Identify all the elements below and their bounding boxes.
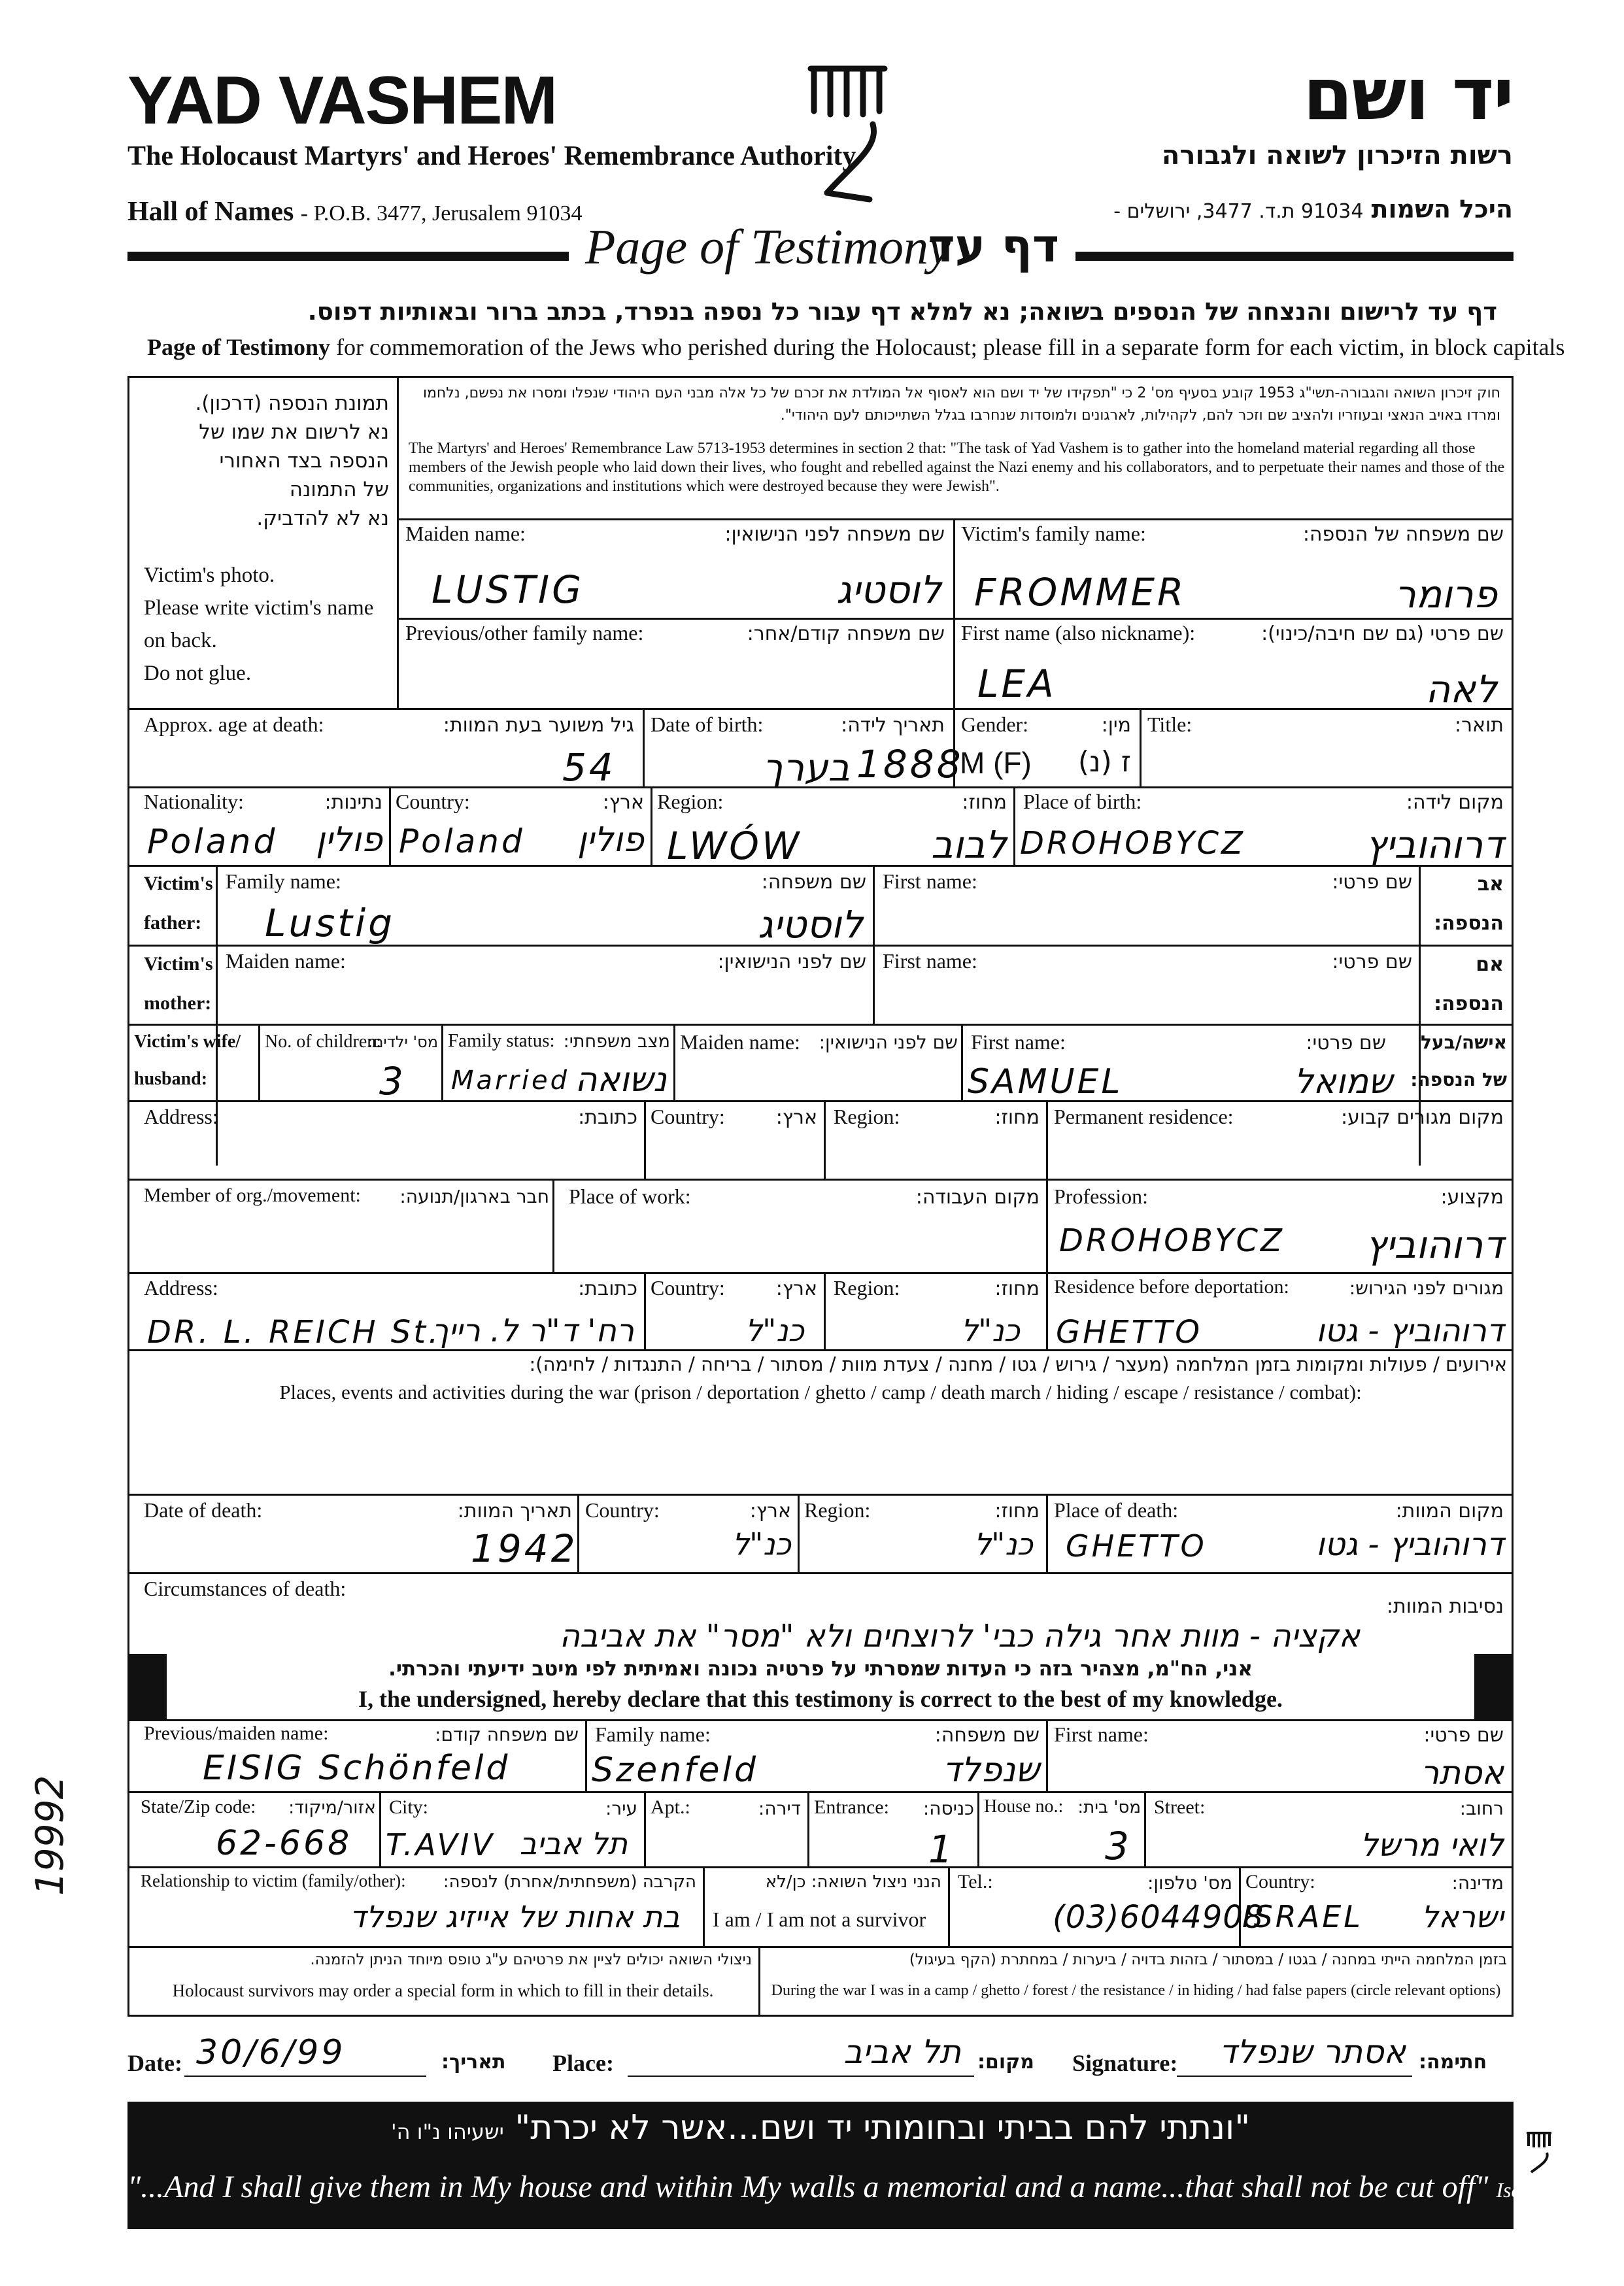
first-name-label-he: שם פרטי (גם שם חיבה/כינוי): [1261, 622, 1504, 645]
address2-value-he[interactable]: רח' ד"ר ל. רייך [431, 1313, 634, 1349]
country-label-he: ארץ: [602, 791, 644, 814]
gender-value[interactable]: M (F) [960, 746, 1032, 780]
dod-country-value[interactable]: כנ"ל [732, 1526, 791, 1562]
pob-value-he[interactable]: דרוהוביץ [1365, 822, 1504, 867]
first-name-value-he[interactable]: לאה [1425, 667, 1497, 711]
address2-country-value[interactable]: כנ"ל [745, 1313, 804, 1348]
country2-label: Country: [1245, 1871, 1315, 1892]
profession-label: Profession: [1054, 1185, 1148, 1208]
dob-label: Date of birth: [651, 713, 764, 736]
place-death-value-he[interactable]: דרוהוביץ - גטו [1315, 1526, 1504, 1563]
address-region-label: Region: [834, 1105, 900, 1128]
profession-value[interactable]: DROHOBYCZ [1059, 1222, 1285, 1259]
house-no-label-he: מס' בית: [1077, 1798, 1141, 1817]
res-before-value[interactable]: GHETTO [1056, 1314, 1203, 1351]
pob-value[interactable]: DROHOBYCZ [1020, 825, 1245, 862]
title-label-he: תואר: [1455, 714, 1504, 737]
side-number: 19992 [27, 1775, 72, 1896]
country-value-he[interactable]: פולין [577, 820, 644, 860]
page-title-he: דף עד [928, 219, 1059, 273]
street-label: Street: [1154, 1796, 1206, 1818]
intro-he: דף עד לרישום והנצחה של הנספים בשואה; נא למלא דף עבור כל נספה בנפרד, בכתב ברור ובאותיות דפוס. [307, 297, 1497, 326]
address2-region-value[interactable]: כנ"ל [960, 1313, 1020, 1348]
street-label-he: רחוב: [1459, 1798, 1504, 1819]
circumstances-label-he: נסיבות המוות: [1386, 1595, 1504, 1618]
res-before-label-he: מגורים לפני הגירוש: [1349, 1277, 1504, 1299]
date-value[interactable]: 30/6/99 [196, 2033, 346, 2072]
dob-label-he: תאריך לידה: [841, 714, 945, 737]
entrance-label-he: כניסה: [922, 1798, 974, 1819]
place-value[interactable]: תל אביב [843, 2033, 961, 2071]
mother-first-label-he: שם פרטי: [1332, 950, 1412, 973]
photo-instructions-he: תמונת הנספה (דרכון). נא לרשום את שמו של הנספה בצד האחורי של התמונה נא לא להדביק. [195, 392, 389, 530]
house-no-label: House no.: [984, 1796, 1064, 1817]
submitter-prev-label-he: שם משפחה קודם: [435, 1724, 579, 1745]
region-label: Region: [657, 790, 724, 813]
country-value[interactable]: Poland [399, 822, 525, 860]
prev-family-name-label: Previous/other family name: [405, 621, 644, 645]
entrance-label: Entrance: [814, 1796, 889, 1818]
profession-label-he: מקצוע: [1440, 1186, 1504, 1209]
gender-label: Gender: [961, 713, 1029, 736]
yad-vashem-logo-icon [801, 49, 899, 212]
hall-of-names-he: היכל השמות [1371, 195, 1513, 224]
father-family-value-he[interactable]: לוסטיג [758, 902, 863, 947]
maiden-name-label: Maiden name: [405, 522, 526, 545]
country2-value-he[interactable]: ישראל [1421, 1899, 1504, 1934]
member-label-he: חבר בארגון/תנועה: [399, 1186, 549, 1207]
profession-value-he[interactable]: דרוהוביץ [1365, 1222, 1504, 1267]
perm-res-label: Permanent residence: [1054, 1105, 1234, 1128]
relationship-label-he: הקרבה (משפחתית/אחרת) לנספה: [443, 1872, 696, 1892]
hall-line-he [1113, 195, 1513, 224]
org-name-he: יד ושם [1302, 52, 1513, 136]
zip-value[interactable]: 62-668 [216, 1824, 352, 1863]
hall-of-names: Hall of Names [127, 197, 294, 227]
entrance-value[interactable]: 1 [928, 1827, 955, 1872]
gender-label-he: מין: [1101, 714, 1131, 737]
dod-label-he: תאריך המוות: [457, 1500, 572, 1522]
footer-ref-he: ישעיהו נ"ו ה' [390, 2119, 504, 2144]
victim-family-name-value-he[interactable]: פרומר [1395, 572, 1497, 616]
submitter-family-label: Family name: [595, 1723, 711, 1746]
mother-maiden-label-he: שם לפני הנישואין: [717, 950, 866, 973]
declaration-en: I, the undersigned, hereby declare that this testimony is correct to the best of my knowledge. [358, 1686, 1283, 1712]
submitter-prev-value[interactable]: EISIG Schönfeld [203, 1749, 511, 1788]
spouse-first-label-he: שם פרטי: [1306, 1032, 1386, 1054]
tel-value[interactable]: (03)6044908 [1053, 1899, 1264, 1936]
address2-label: Address: [144, 1276, 218, 1300]
gender-value-he[interactable]: ז (נ) [1077, 745, 1131, 779]
age-label: Approx. age at death: [144, 713, 324, 736]
relationship-value[interactable]: בת אחות של אייזיג שנפלד [349, 1899, 680, 1934]
family-status-value[interactable]: Married [451, 1066, 570, 1096]
address2-country-label: Country: [651, 1276, 725, 1300]
first-name-value[interactable]: LEA [977, 662, 1057, 706]
nationality-value-he[interactable]: פולין [316, 820, 382, 860]
father-family-label-he: שם משפחה: [761, 871, 866, 894]
spouse-first-label: First name: [971, 1030, 1066, 1054]
relationship-label: Relationship to victim (family/other): [141, 1871, 406, 1891]
family-status-label: Family status: [448, 1030, 555, 1051]
address2-region-label-he: מחוז: [994, 1277, 1040, 1300]
city-value[interactable]: T.AVIV [386, 1827, 495, 1862]
father-family-label: Family name: [226, 869, 341, 893]
children-label: No. of children: [265, 1032, 382, 1052]
mother-he-2: הנספה: [1434, 992, 1504, 1015]
dob-approx-he[interactable]: בערך [762, 745, 850, 790]
victim-family-name-label-he: שם משפחה של הנספה: [1302, 523, 1504, 546]
maiden-name-value-he[interactable]: לוסטיג [836, 567, 941, 612]
dod-country-label-he: ארץ: [749, 1500, 791, 1522]
apt-label-he: דירה: [758, 1798, 801, 1819]
nationality-value[interactable]: Poland [147, 822, 278, 862]
submitter-first-value[interactable]: אסתר [1421, 1754, 1504, 1792]
address-country-label-he: ארץ: [775, 1106, 817, 1129]
survivors-note-en: Holocaust survivors may order a special form in which to fill in their details. [172, 1981, 714, 2000]
address2-label-he: כתובת: [578, 1277, 637, 1300]
spouse-first-value[interactable]: SAMUEL [968, 1062, 1123, 1101]
submitter-first-label: First name: [1054, 1723, 1149, 1746]
law-text-en: The Martyrs' and Heroes' Remembrance Law 5713-1953 determines in section 2 that: "The task of Yad Vashem is to gather into the homeland material regarding all those members of the Jewish people who laid down their lives, who fought and rebelled against the Nazi enemy and his collaborators, and to perpetuate their names and those of the communities, organizations and institutions which were destroyed because they were Jewish". [409, 440, 1505, 495]
circumstances-value[interactable]: אקציה - מוות אחר גילה כבי' לרוצחים ולא "מסר" את אביבה [559, 1618, 1360, 1655]
intro-en [147, 333, 1565, 361]
father-label-1: Victim's [144, 873, 213, 894]
spouse-label-2: husband: [134, 1069, 208, 1089]
authority-he: רשות הזיכרון לשואה ולגבורה [1161, 141, 1513, 171]
title-label: Title: [1147, 713, 1193, 736]
address2-region-label: Region: [834, 1276, 900, 1300]
country2-value[interactable]: ISRAEL [1242, 1899, 1363, 1934]
nationality-label: Nationality: [144, 790, 244, 813]
dob-value[interactable]: 1888 [856, 742, 964, 786]
father-he-1: אב [1477, 873, 1504, 896]
zip-label-he: אזור/מיקוד: [288, 1798, 376, 1818]
signature-label: Signature: [1072, 2050, 1178, 2076]
small-logo-icon [1523, 2128, 1556, 2177]
date-label-he: תאריך: [441, 2051, 506, 2074]
place-death-label: Place of death: [1054, 1498, 1179, 1522]
footer-quote-en: "...And I shall give them in My house and within My walls a memorial and a name...that shall not be cut off" Isaiah, 56:5 [127, 2170, 1598, 2204]
country-label: Country: [396, 790, 470, 813]
address2-value[interactable]: DR. L. REICH St. [147, 1314, 441, 1351]
hall-line-en [127, 196, 582, 227]
dod-region-value[interactable]: כנ"ל [973, 1526, 1033, 1562]
during-war-en: During the war I was in a camp / ghetto / forest / the resistance / in hiding / had false papers (circle relevant options) [771, 1982, 1501, 1999]
mother-label-1: Victim's [144, 953, 213, 975]
signature-value[interactable]: אסתר שנפלד [1219, 2033, 1406, 2071]
children-label-he: מס' ילדים: [367, 1033, 438, 1051]
age-label-he: גיל משוער בעת המוות: [443, 714, 634, 737]
declaration-he: אני, הח"מ, מצהיר בזה כי העדות שמסרתי על פרטיה נכונה ואמיתית לפי מיטב ידיעתי והכרתי. [388, 1657, 1253, 1681]
page-title: Page of Testimony [585, 220, 951, 275]
address-label: Address: [144, 1105, 218, 1128]
declaration-band-right [1474, 1654, 1514, 1719]
res-before-value-he[interactable]: דרוהוביץ - גטו [1315, 1313, 1504, 1349]
mother-first-label: First name: [883, 949, 977, 973]
submitter-first-label-he: שם פרטי: [1423, 1724, 1504, 1747]
events-label-en: Places, events and activities during the war (prison / deportation / ghetto / camp / death march / hiding / escape / resistance / combat): [279, 1381, 1362, 1404]
mother-label-2: mother: [144, 992, 212, 1014]
address2-country-label-he: ארץ: [775, 1277, 817, 1300]
prev-family-name-label-he: שם משפחה קודם/אחר: [747, 622, 945, 645]
zip-label: State/Zip code: [141, 1796, 256, 1817]
age-value[interactable]: 54 [562, 745, 616, 790]
victim-family-name-label: Victim's family name: [961, 522, 1146, 545]
hall-address: - P.O.B. 3477, Jerusalem 91034 [300, 201, 583, 226]
place-work-label-he: מקום העבודה: [915, 1186, 1040, 1209]
pob-label-he: מקום לידה: [1406, 791, 1504, 814]
res-before-label: Residence before deportation: [1054, 1276, 1289, 1298]
spouse-first-value-he[interactable]: שמואל [1294, 1062, 1393, 1101]
family-status-label-he: מצב משפחתי: [563, 1032, 670, 1052]
city-value-he[interactable]: תל אביב [519, 1826, 628, 1861]
dod-region-label-he: מחוז: [994, 1500, 1040, 1522]
family-status-value-he[interactable]: נשואה [575, 1060, 667, 1100]
father-first-label: First name: [883, 869, 977, 893]
spouse-he-2: של הנספה: [1410, 1069, 1507, 1090]
region-value-he[interactable]: לבוב [931, 822, 1007, 867]
submitter-family-label-he: שם משפחה: [934, 1724, 1040, 1747]
nationality-label-he: נתינות: [324, 791, 382, 814]
intro-en-bold: Page of Testimony [147, 334, 331, 360]
pob-label: Place of birth: [1023, 790, 1142, 813]
submitter-family-value[interactable]: Szenfeld [592, 1751, 759, 1790]
law-text-he: חוק זיכרון השואה והגבורה-תשי"ג 1953 קובע בסעיף מס' 2 כי "תפקידו של יד ושם הוא לאסוף אל המולדת את זכרם של כל אלה מבני העם היהודי שנפלו ומסרו את נפשם, נלחמו ומרדו באויב הנאצי ובעוזריו ולהציב שם וזכר להם, לקהילות, לארגונים ולמוסדות שנחרבו בגלל השתייכותם לעם היהודי". [423, 385, 1500, 424]
street-value[interactable]: לואי מרשל [1360, 1827, 1504, 1864]
place-death-label-he: מקום המוות: [1395, 1500, 1504, 1522]
survivor-label-en[interactable]: I am / I am not a survivor [713, 1908, 926, 1931]
dod-label: Date of death: [144, 1498, 263, 1522]
mother-maiden-label: Maiden name: [226, 949, 346, 973]
city-label-he: עיר: [605, 1798, 637, 1819]
submitter-family-value-he[interactable]: שנפלד [942, 1751, 1040, 1790]
dod-value[interactable]: 1942 [471, 1526, 578, 1571]
date-label: Date: [127, 2050, 182, 2076]
survivors-note-he: ניצולי השואה יכולים לציין את פרטיהם ע"ג טופס מיוחד הניתן להזמנה. [310, 1951, 752, 1968]
events-label-he: אירועים / פעולות ומקומות בזמן המלחמה (מעצר / גירוש / גטו / מחנה / צעדת מוות / מסתור / בריחה / התנגדות / לחימה): [529, 1353, 1507, 1375]
address-label-he: כתובת: [578, 1106, 637, 1129]
survivor-label-he: הנני ניצול השואה: כן/לא [765, 1872, 941, 1892]
perm-res-label-he: מקום מגורים קבוע: [1341, 1106, 1504, 1129]
place-death-value[interactable]: GHETTO [1066, 1528, 1207, 1564]
submitter-prev-label: Previous/maiden name: [144, 1723, 329, 1744]
maiden-name-label-he: שם משפחה לפני הנישואין: [724, 523, 945, 546]
title-rule-right [1075, 252, 1514, 261]
spouse-maiden-label: Maiden name: [680, 1030, 800, 1054]
house-no-value[interactable]: 3 [1105, 1824, 1132, 1868]
intro-en-rest: for commemoration of the Jews who perished during the Holocaust; please fill in a separate form for each victim, in block capitals [330, 334, 1565, 360]
country2-label-he: מדינה: [1451, 1872, 1504, 1894]
dod-region-label: Region: [804, 1498, 871, 1522]
title-rule-left [127, 252, 569, 261]
during-war-he: בזמן המלחמה הייתי במחנה / בגטו / במסתור / בזהות בדויה / ביערות / במחתרת (הקף בעיגול) [909, 1951, 1507, 1968]
spouse-maiden-label-he: שם לפני הנישואין: [819, 1032, 958, 1053]
maiden-name-value[interactable]: LUSTIG [431, 567, 584, 612]
dod-country-label: Country: [585, 1498, 660, 1522]
footer-quote-he: "ונתתי להם בביתי ובחומותי יד ושם...אשר לא יכרת" ישעיהו נ"ו ה' [390, 2108, 1251, 2147]
father-he-2: הנספה: [1434, 912, 1504, 935]
victim-family-name-value[interactable]: FROMMER [974, 570, 1187, 614]
member-label: Member of org./movement: [144, 1185, 361, 1206]
address-country-label: Country: [651, 1105, 725, 1128]
place-label-he: מקום: [977, 2051, 1034, 2074]
spouse-he-1: אישה/בעל [1421, 1032, 1507, 1053]
mother-he-1: אם [1476, 953, 1504, 976]
father-first-label-he: שם פרטי: [1332, 871, 1412, 894]
father-label-2: father: [144, 912, 202, 933]
signature-label-he: חתימה: [1419, 2051, 1487, 2074]
hall-address-he: 91034 ת.ד. 3477, ירושלים - [1113, 200, 1364, 223]
tel-label-he: מס' טלפון: [1147, 1872, 1232, 1894]
first-name-label: First name (also nickname): [961, 621, 1196, 645]
apt-label: Apt.: [651, 1796, 690, 1818]
photo-instructions-en: Victim's photo. Please write victim's name on back. Do not glue. [144, 563, 374, 685]
tel-label: Tel.: [958, 1871, 993, 1892]
place-label: Place: [552, 2050, 614, 2076]
org-name-en: YAD VASHEM [127, 63, 557, 139]
footer-ref-en: Isaiah, 56:5 [1496, 2178, 1598, 2202]
place-work-label: Place of work: [569, 1185, 691, 1208]
spouse-label-1: Victim's wife/ [134, 1032, 241, 1052]
city-label: City: [389, 1796, 429, 1818]
father-family-value[interactable]: Lustig [265, 901, 395, 945]
region-label-he: מחוז: [962, 791, 1007, 814]
declaration-band-left [127, 1654, 167, 1719]
children-value[interactable]: 3 [379, 1059, 406, 1103]
circumstances-label: Circumstances of death: [144, 1577, 347, 1600]
address-region-label-he: מחוז: [994, 1106, 1040, 1129]
authority-en: The Holocaust Martyrs' and Heroes' Remembrance Authority [127, 141, 856, 171]
region-value[interactable]: LWÓW [667, 824, 802, 868]
